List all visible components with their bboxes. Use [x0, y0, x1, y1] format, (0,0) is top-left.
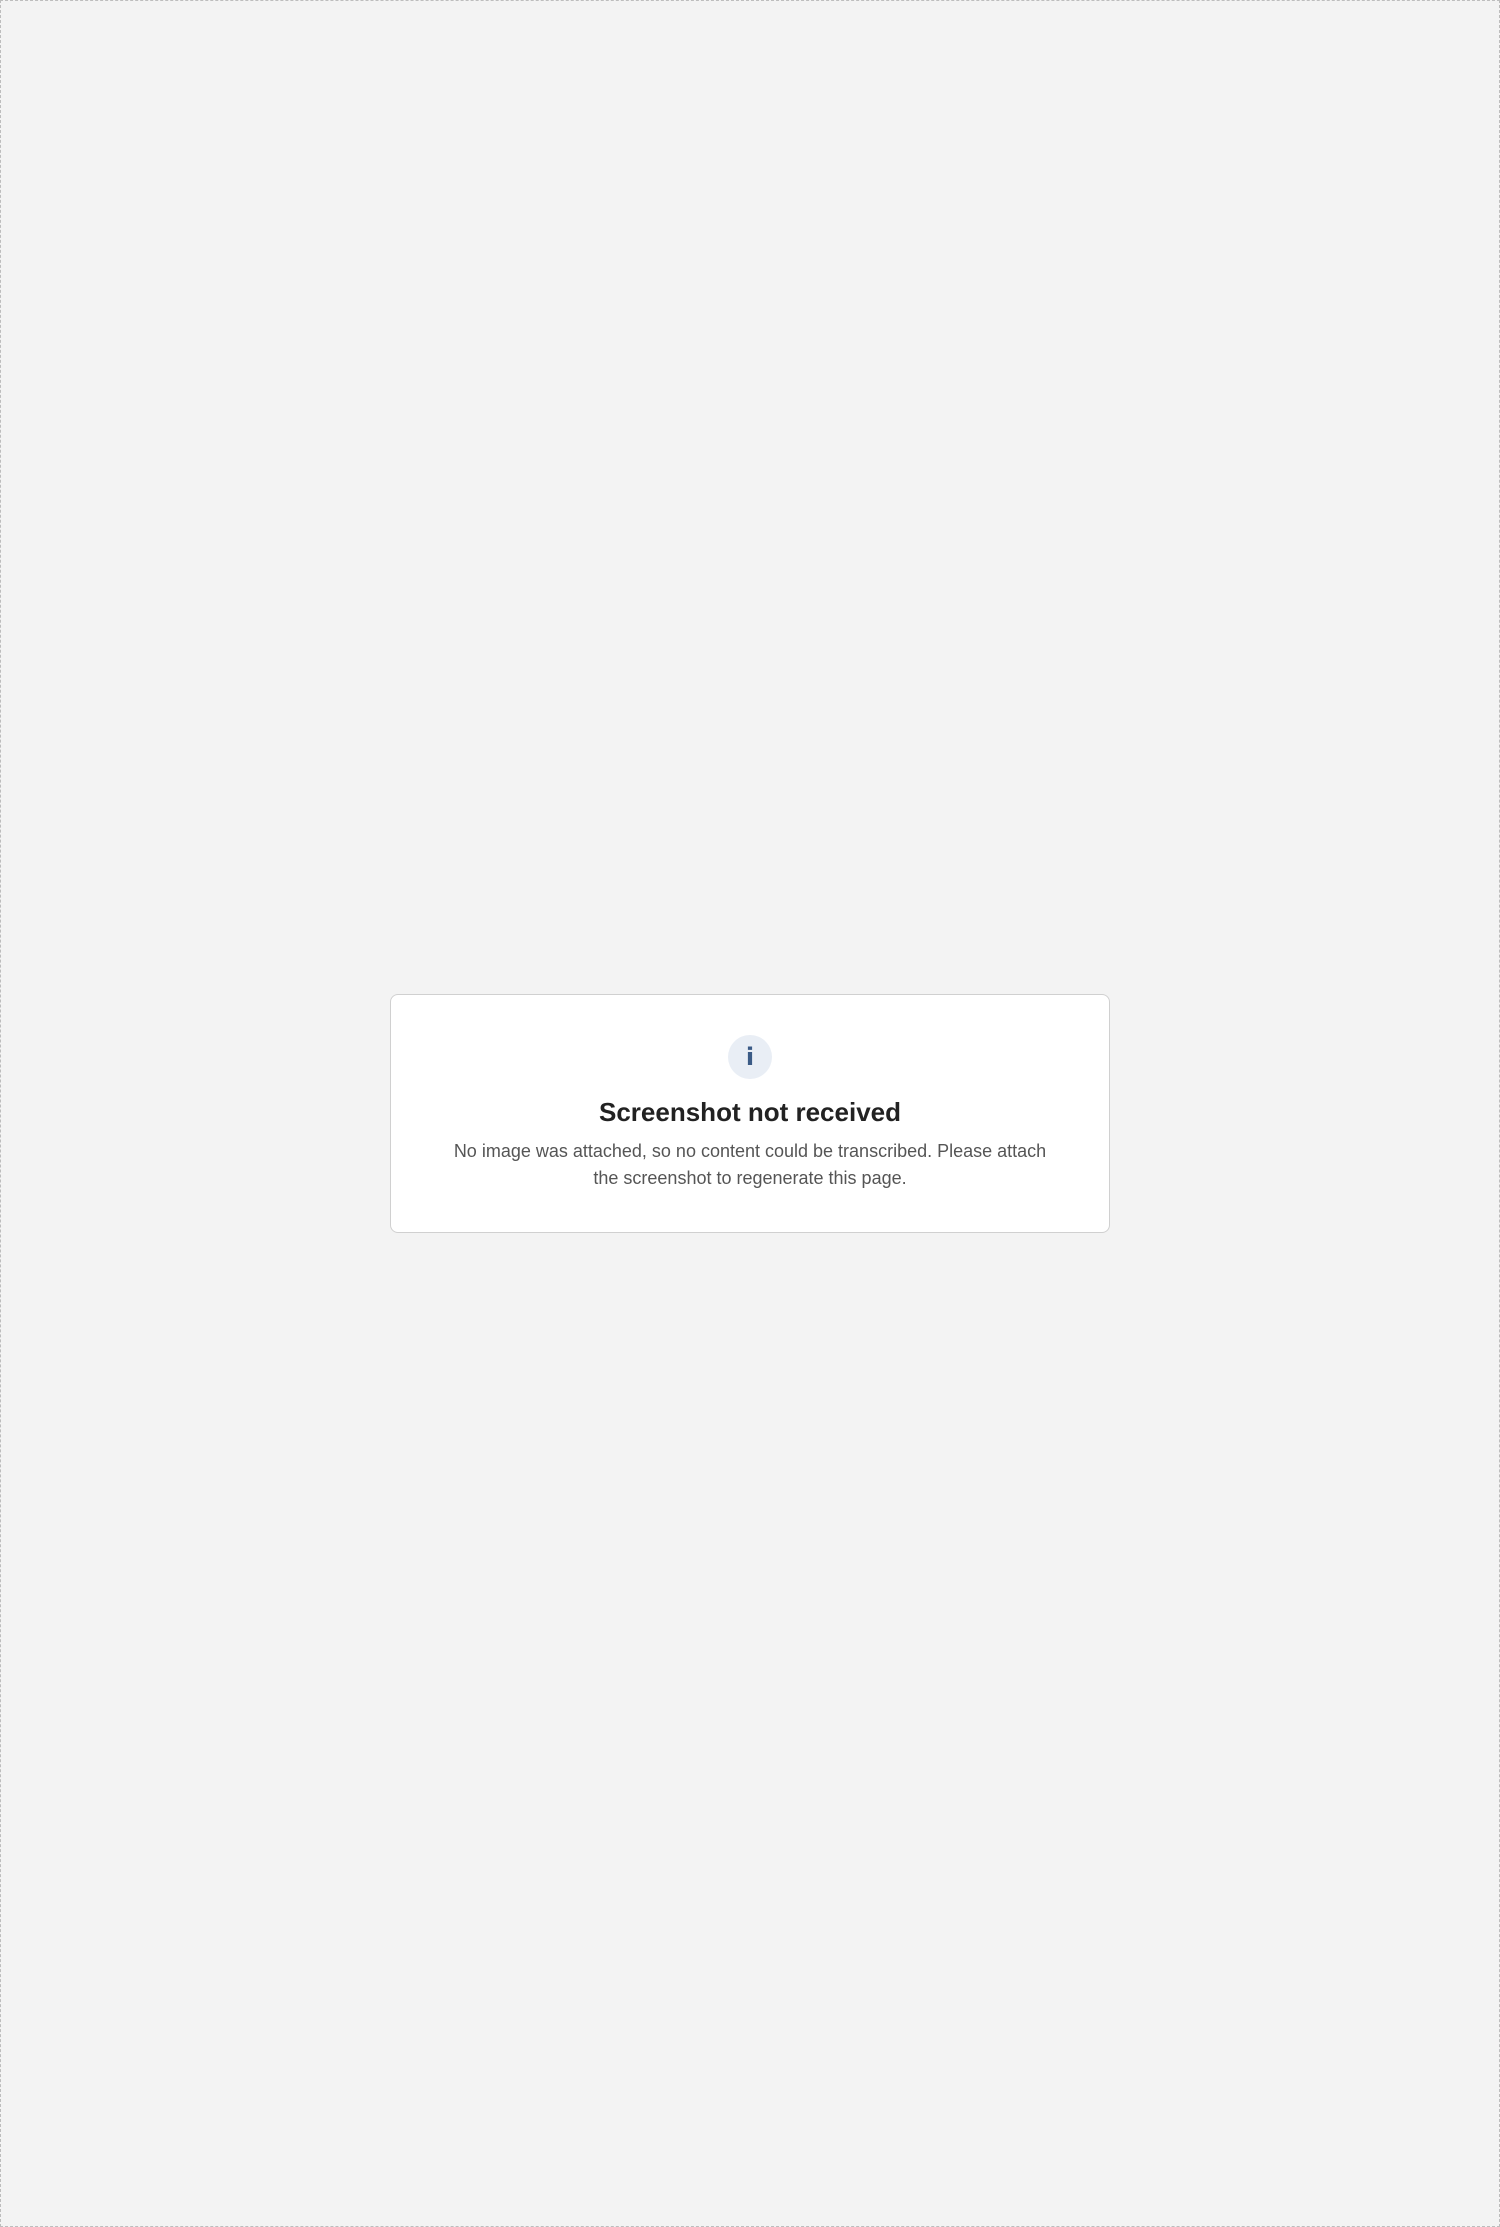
notice-title: Screenshot not received — [599, 1097, 901, 1127]
missing-image-notice — [390, 994, 1110, 1233]
info-icon: i — [728, 1035, 772, 1079]
notice-message: No image was attached, so no content could be transcribed. Please attach the screenshot to regenerate this page. — [453, 1141, 1047, 1188]
